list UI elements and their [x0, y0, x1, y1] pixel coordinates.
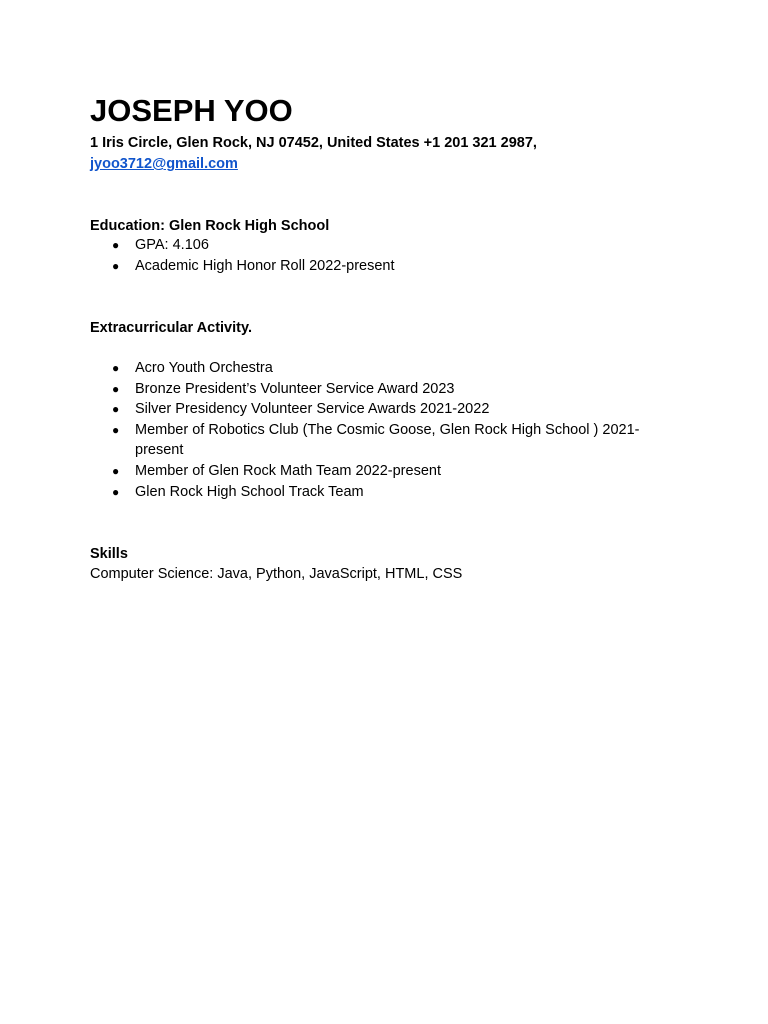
- list-item: [90, 399, 650, 420]
- activity-item: Glen Rock High School Track Team: [135, 483, 364, 500]
- email-link[interactable]: jyoo3712@gmail.com: [90, 156, 238, 172]
- activity-item: Bronze President’s Volunteer Service Award 2023: [135, 380, 455, 397]
- bullet-icon: ●: [112, 422, 120, 437]
- bullet-icon: ●: [112, 463, 120, 478]
- list-item: [90, 358, 650, 379]
- bullet-icon: ●: [112, 402, 120, 417]
- contact-address: 1 Iris Circle, Glen Rock, NJ 07452, United States +1 201 321 2987,: [90, 135, 537, 151]
- education-item-honor-roll: Academic High Honor Roll 2022-present: [135, 257, 395, 274]
- list-item: [90, 235, 650, 256]
- resume-name: JOSEPH YOO: [90, 93, 293, 128]
- bullet-icon: ●: [112, 361, 120, 375]
- bullet-icon: ●: [112, 238, 120, 252]
- education-heading: Education: Glen Rock High School: [90, 218, 330, 234]
- activity-item: Member of Glen Rock Math Team 2022-present: [135, 462, 441, 479]
- list-item: [90, 379, 650, 400]
- activity-item: Member of Robotics Club (The Cosmic Goose, Glen Rock High School ) 2021-present: [135, 421, 640, 459]
- bullet-icon: ●: [112, 258, 120, 273]
- bullet-icon: ●: [112, 381, 120, 396]
- activity-item: Acro Youth Orchestra: [135, 360, 273, 376]
- list-item: [90, 256, 650, 277]
- list-item: [90, 482, 650, 503]
- activity-item: Silver Presidency Volunteer Service Awards 2021-2022: [135, 401, 490, 418]
- extracurricular-list: [90, 358, 650, 502]
- skills-heading: Skills: [90, 546, 128, 562]
- education-item-gpa: GPA: 4.106: [135, 237, 209, 253]
- education-list: [90, 235, 650, 276]
- skills-text: Computer Science: Java, Python, JavaScript, HTML, CSS: [90, 566, 463, 582]
- bullet-icon: ●: [112, 484, 120, 499]
- list-item: [90, 461, 650, 482]
- extracurricular-heading: Extracurricular Activity.: [90, 320, 252, 336]
- list-item: [90, 420, 650, 461]
